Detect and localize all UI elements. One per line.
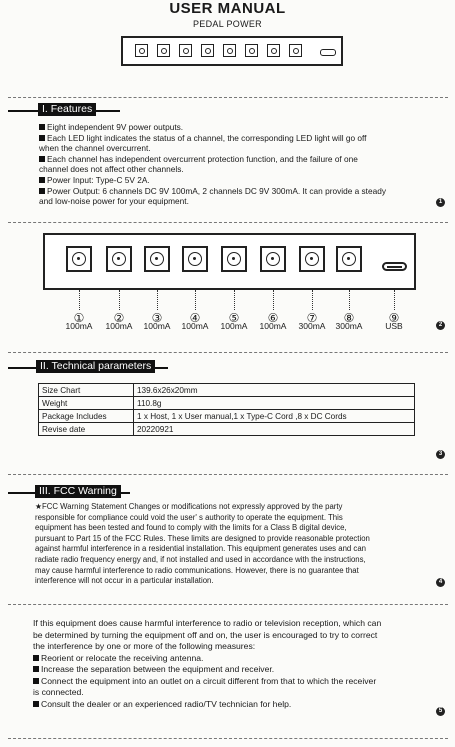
port-number: ⑨ <box>388 311 400 325</box>
port-icon <box>179 44 192 57</box>
bullet-icon <box>33 666 39 672</box>
interference-line: Increase the separation between the equipment and receiver. <box>33 664 449 676</box>
interference-text <box>33 618 449 710</box>
port-current-label: 100mA <box>181 321 209 331</box>
port-icon <box>267 44 280 57</box>
table-row <box>39 397 415 410</box>
fcc-line: ★FCC Warning Statement Changes or modifications not expressly approved by the party <box>35 502 343 511</box>
interference-line: Reorient or relocate the receiving antenna. <box>33 653 449 665</box>
interference-line: Consult the dealer or an experienced radio/TV technician for help. <box>33 699 449 711</box>
page-subtitle: PEDAL POWER <box>193 19 262 29</box>
usb-port-icon <box>320 49 336 56</box>
features-line: and low-noise power for your equipment. <box>39 196 189 207</box>
port-icon <box>289 44 302 57</box>
divider <box>8 474 448 475</box>
port-number: ③ <box>151 311 163 325</box>
page-number: 1 <box>436 198 445 207</box>
leader-line <box>273 290 274 310</box>
fcc-text <box>35 502 450 587</box>
port-current-label: 100mA <box>105 321 133 331</box>
bullet-icon <box>39 124 45 130</box>
section-heading-technical: II. Technical parameters <box>36 360 155 373</box>
bullet-icon <box>39 156 45 162</box>
table-row <box>39 384 415 397</box>
spec-value: 20220921 <box>134 423 415 436</box>
port-current-label: 100mA <box>259 321 287 331</box>
fcc-line: against harmful interference in a residential installation. This equipment generates uses and can <box>35 544 366 554</box>
port-number: ⑥ <box>267 311 279 325</box>
leader-line <box>79 290 80 310</box>
fcc-line: pursuant to Part 15 of the FCC Rules. These limits are designed to provide reasonable protection <box>35 533 370 543</box>
leader-line <box>234 290 235 310</box>
divider <box>8 222 448 223</box>
dc-port-icon <box>144 246 170 272</box>
leader-line <box>349 290 350 310</box>
features-line: channel does not affect other channels. <box>39 164 184 175</box>
features-line: Each LED light indicates the status of a channel, the corresponding LED light will go off <box>39 133 439 144</box>
divider <box>8 97 448 98</box>
port-current-label: 300mA <box>298 321 326 331</box>
port-current-label: 100mA <box>220 321 248 331</box>
section-heading-features: I. Features <box>38 103 96 116</box>
device-thumbnail <box>121 36 343 66</box>
features-line: Each channel has independent overcurrent protection function, and the failure of one <box>39 154 439 165</box>
interference-line: the interference by one or more of the following measures: <box>33 641 256 651</box>
spec-label: Weight <box>39 397 134 410</box>
bullet-icon <box>39 177 45 183</box>
leader-line <box>394 290 395 310</box>
fcc-line: responsible for compliance could void the user' s authority to operate the equipment. This <box>35 512 343 522</box>
features-line: Power Input: Type-C 5V 2A. <box>39 175 439 186</box>
dc-port-icon <box>299 246 325 272</box>
page-number: 3 <box>436 450 445 459</box>
divider <box>8 604 448 605</box>
fcc-line: radiate radio frequency energy and, if not installed and used in accordance with the instructions, <box>35 554 366 564</box>
port-icon <box>223 44 236 57</box>
leader-line <box>119 290 120 310</box>
dc-port-icon <box>221 246 247 272</box>
leader-line <box>157 290 158 310</box>
port-number: ⑤ <box>228 311 240 325</box>
port-current-label: USB <box>385 321 403 331</box>
spec-value: 1 x Host, 1 x User manual,1 x Type-C Cord ,8 x DC Cords <box>134 410 415 423</box>
port-current-label: 300mA <box>335 321 363 331</box>
bullet-icon <box>33 655 39 661</box>
divider <box>8 738 448 739</box>
interference-line: Connect the equipment into an outlet on a circuit different from that to which the receiver <box>33 676 449 688</box>
page-number: 4 <box>436 578 445 587</box>
page-title: USER MANUAL <box>169 0 286 17</box>
page-number: 5 <box>436 707 445 716</box>
divider <box>8 352 448 353</box>
dc-port-icon <box>336 246 362 272</box>
features-text <box>39 122 439 207</box>
port-number: ④ <box>189 311 201 325</box>
interference-line: is connected. <box>33 687 84 697</box>
fcc-line: may cause harmful interference to radio communications. However, there is no guarantee that <box>35 565 359 575</box>
spec-label: Package Includes <box>39 410 134 423</box>
bullet-icon <box>39 135 45 141</box>
bullet-icon <box>33 701 39 707</box>
interference-line: If this equipment does cause harmful interference to radio or television reception, which can <box>33 618 382 628</box>
dc-port-icon <box>260 246 286 272</box>
port-current-label: 100mA <box>143 321 171 331</box>
fcc-line: equipment has been tested and found to comply with the limits for a Class B digital device, <box>35 523 347 533</box>
spec-label: Size Chart <box>39 384 134 397</box>
dc-port-icon <box>182 246 208 272</box>
port-number: ② <box>113 311 125 325</box>
leader-line <box>195 290 196 310</box>
spec-table <box>38 383 415 436</box>
table-row <box>39 410 415 423</box>
fcc-line: interference will not occur in a particular installation. <box>35 576 214 586</box>
spec-label: Revise date <box>39 423 134 436</box>
bullet-icon <box>39 188 45 194</box>
spec-value: 139.6x26x20mm <box>134 384 415 397</box>
leader-line <box>312 290 313 310</box>
dc-port-icon <box>66 246 92 272</box>
port-current-label: 100mA <box>65 321 93 331</box>
table-row <box>39 423 415 436</box>
port-number: ⑦ <box>306 311 318 325</box>
port-icon <box>135 44 148 57</box>
port-icon <box>245 44 258 57</box>
bullet-icon <box>33 678 39 684</box>
dc-port-icon <box>106 246 132 272</box>
spec-value: 110.8g <box>134 397 415 410</box>
features-line: Power Output: 6 channels DC 9V 100mA, 2 channels DC 9V 300mA. It can provide a steady <box>39 186 439 197</box>
port-icon <box>157 44 170 57</box>
features-line: when the channel overcurrent. <box>39 143 151 154</box>
port-number: ⑧ <box>343 311 355 325</box>
interference-line: be determined by turning the equipment off and on, the user is encouraged to try to correct <box>33 629 378 640</box>
page-number: 2 <box>436 321 445 330</box>
features-line: Eight independent 9V power outputs. <box>39 122 439 133</box>
section-heading-fcc: III. FCC Warning <box>35 485 121 498</box>
port-icon <box>201 44 214 57</box>
device-diagram <box>43 233 416 290</box>
port-number: ① <box>73 311 85 325</box>
usb-c-port-icon <box>382 262 407 271</box>
